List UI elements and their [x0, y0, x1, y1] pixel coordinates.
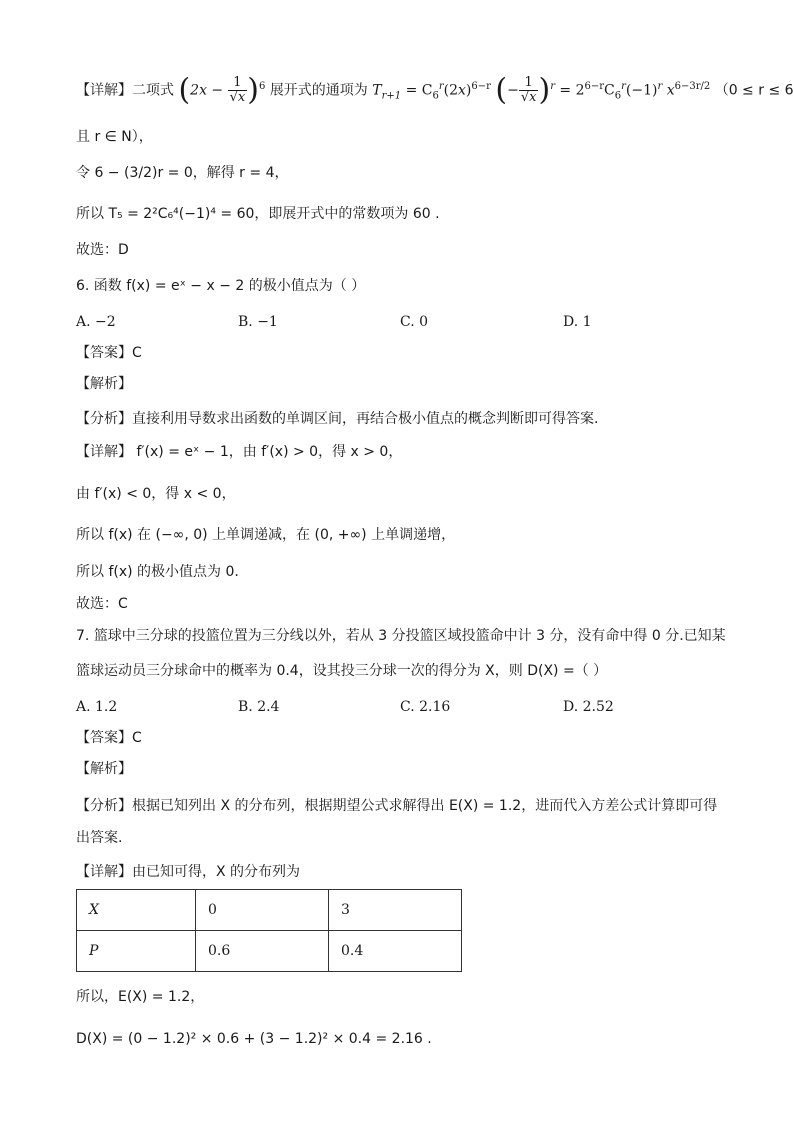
q7-detail-1: 【详解】由已知可得，X 的分布列为 — [76, 864, 301, 880]
q6-option-d: D. 1 — [563, 314, 592, 330]
table-cell: 3 — [329, 890, 462, 931]
choice-d-line: 故选：D — [76, 242, 129, 258]
table-row — [77, 890, 462, 931]
general-term-label: 展开式的通项为 — [269, 82, 368, 99]
q6-analysis: 【分析】直接利用导数求出函数的单调区间，再结合极小值点的概念判断即可得答案. — [76, 411, 599, 427]
question-7-stem-1: 7. 篮球中三分球的投篮位置为三分线以外，若从 3 分投篮区域投篮命中计 3 分，没有命中得 0 分.已知某 — [76, 628, 726, 644]
detail-label: 【详解】二项式 — [76, 82, 174, 99]
range-condition-cont: 且 r ∈ N）， — [76, 129, 153, 145]
q6-option-b: B. −1 — [238, 314, 278, 330]
table-cell: 0.4 — [329, 931, 462, 972]
q7-detail-3: D(X) = (0 − 1.2)² × 0.6 + (3 − 1.2)² × 0.4 = 2.16 . — [76, 1031, 432, 1047]
q7-jiexi: 【解析】 — [76, 761, 132, 777]
table-row — [77, 931, 462, 972]
q7-detail-2: 所以，E(X) = 1.2， — [76, 989, 205, 1005]
binomial-term-line: 【详解】二项式 (2x − $\frac{1}{√x}$ )$^6$ 展开式的通项为 $T_{r+1} = C_6^r(2x)^{6-r}$ (− $\frac{1}{√x}$ )$^r = 2^{6-r}C_6^r(-1)^r$ $x^{6-3r/2}$ （0 ≤ r ≤ 6 — [76, 72, 794, 108]
q6-choice: 故选：C — [76, 596, 128, 612]
table-cell: X — [77, 890, 196, 931]
q6-answer: 【答案】C — [76, 345, 142, 361]
question-7-stem-2: 篮球运动员三分球命中的概率为 0.4，设其投三分球一次的得分为 X，则 D(X) =（ ） — [76, 663, 608, 679]
q7-answer: 【答案】C — [76, 730, 142, 746]
q7-analysis-2: 出答案. — [76, 830, 123, 846]
q6-option-a: A. −2 — [76, 314, 116, 330]
q7-option-d: D. 2.52 — [563, 699, 614, 715]
constant-term-line: 所以 T₅ = 2²C₆⁴(−1)⁴ = 60，即展开式中的常数项为 60 . — [76, 206, 440, 222]
q7-analysis-1: 【分析】根据已知列出 X 的分布列，根据期望公式求解得出 E(X) = 1.2，进而代入方差公式计算即可得 — [76, 798, 718, 814]
q6-jiexi: 【解析】 — [76, 376, 132, 392]
q6-option-c: C. 0 — [400, 314, 429, 330]
q6-detail-2: 由 f′(x) < 0，得 x < 0， — [76, 486, 236, 502]
q6-detail-4: 所以 f(x) 的极小值点为 0. — [76, 564, 239, 580]
table-cell: P — [77, 931, 196, 972]
q6-detail-1: 【详解】 f′(x) = eˣ − 1，由 f′(x) > 0，得 x > 0， — [76, 444, 403, 460]
table-cell: 0 — [196, 890, 329, 931]
distribution-table — [76, 889, 462, 972]
range-condition: （0 ≤ r ≤ 6 — [714, 82, 794, 99]
q7-option-a: A. 1.2 — [76, 699, 118, 715]
q6-detail-3: 所以 f(x) 在 (−∞, 0) 上单调递减，在 (0, +∞) 上单调递增， — [76, 527, 456, 543]
q7-option-c: C. 2.16 — [400, 699, 451, 715]
solve-r-line: 令 6 − (3/2)r = 0，解得 r = 4， — [76, 165, 289, 181]
q7-option-b: B. 2.4 — [238, 699, 280, 715]
question-6-stem: 6. 函数 f(x) = eˣ − x − 2 的极小值点为（ ） — [76, 278, 366, 294]
table-cell: 0.6 — [196, 931, 329, 972]
